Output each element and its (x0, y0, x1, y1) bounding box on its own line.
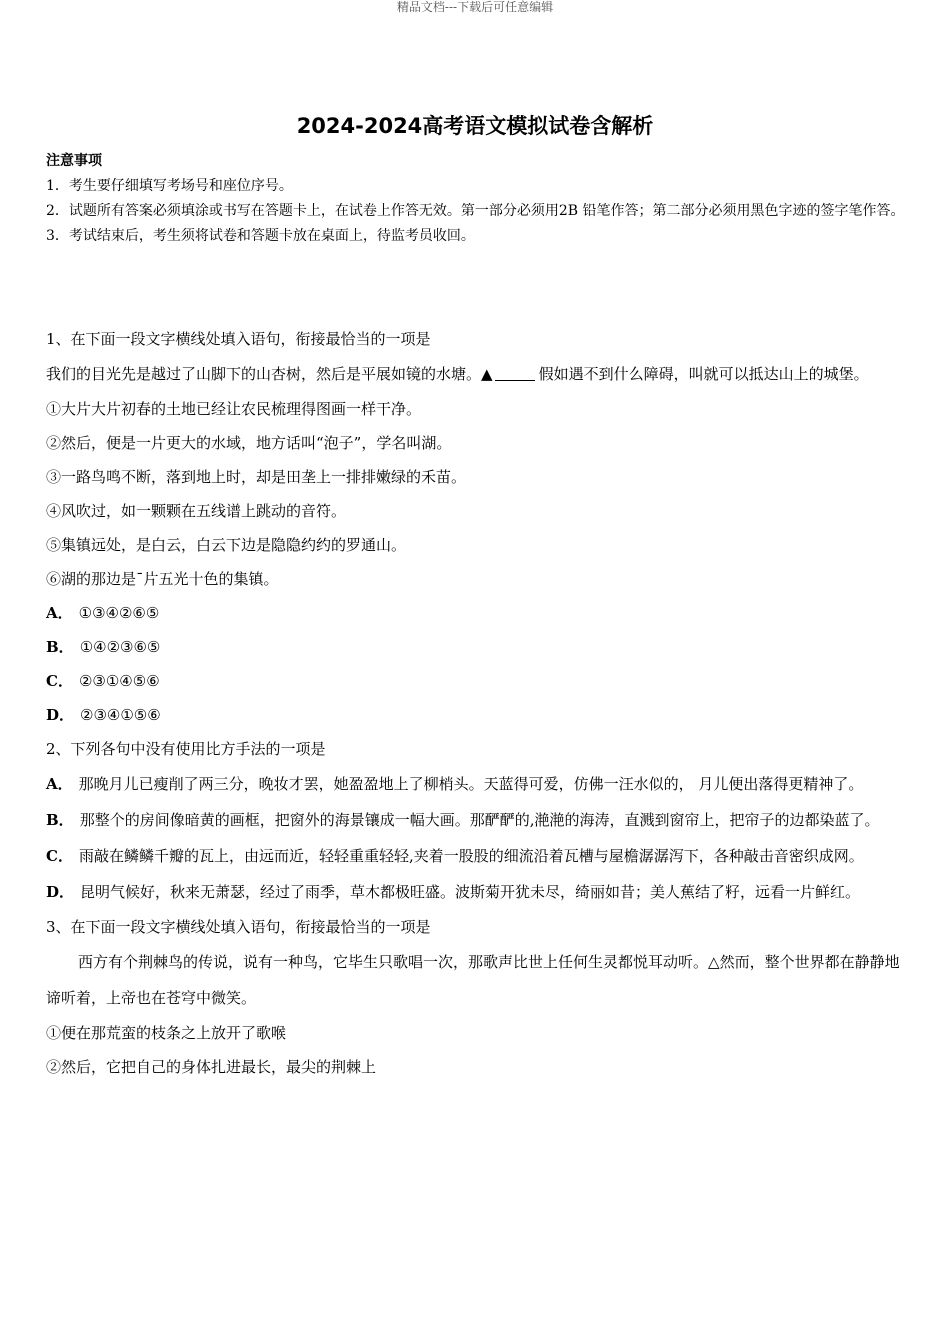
page-title: 2024-2024高考语文模拟试卷含解析 (296, 114, 654, 138)
passage-text: 我们的目光先是越过了山脚下的山杏树，然后是平展如镜的水塘。 (46, 365, 482, 383)
question-2-option-a (46, 766, 906, 802)
questions (46, 322, 906, 1084)
option-text: ①④②③⑥⑤ (79, 638, 161, 656)
option-label: D． (46, 883, 75, 901)
blank-marker: △ (708, 953, 720, 971)
question-1-sentence: ③一路鸟鸣不断，落到地上时，却是田垄上一排排嫩绿的禾苗。 (46, 468, 467, 486)
question-1-sentence: ⑤集镇远处，是白云，白云下边是隐隐约约的罗通山。 (46, 536, 407, 554)
option-label: B． (46, 638, 74, 656)
option-label: D． (46, 706, 75, 724)
question-1-sentence: ⑥湖的那边是¯片五光十色的集镇。 (46, 570, 279, 588)
option-text: 雨敲在鳞鳞千瓣的瓦上，由远而近，轻轻重重轻轻,夹着一股股的细流沿着瓦槽与屋檐潺潺泻下，各种敲击音密织成网。 (78, 847, 864, 865)
notice-title: 注意事项 (46, 153, 102, 169)
notice-item: 1．考生要仔细填写考场号和座位序号。 (46, 178, 293, 194)
page-header: 精品文档---下载后可任意编辑 (396, 0, 554, 14)
notice-item: 2．试题所有答案必须填涂或书写在答题卡上，在试卷上作答无效。第一部分必须用2B 铅笔作答；第二部分必须用黑色字迹的签字笔作答。 (46, 203, 905, 219)
question-1-option-d (46, 698, 906, 732)
question-1-option-b (46, 630, 906, 664)
question-2-option-c (46, 838, 906, 874)
fill-in-blank (495, 364, 535, 381)
blank-marker: ▲ (481, 365, 493, 383)
question-1-passage (46, 356, 906, 392)
question-2-option-d (46, 874, 906, 910)
option-label: C． (46, 847, 73, 865)
question-1-option-c (46, 664, 906, 698)
option-label: A． (46, 775, 73, 793)
question-1-stem: 1、在下面一段文字横线处填入语句，衔接最恰当的一项是 (46, 330, 431, 348)
passage-text: 然而，整个世界都在静静地谛听着，上帝也在苍穹中微笑。 (46, 953, 900, 1007)
option-text: 那晚月儿已瘦削了两三分，晚妆才罢，她盈盈地上了柳梢头。天蓝得可爱，仿佛一汪水似的， 月儿便出落得更精神了。 (78, 775, 864, 793)
question-2-stem: 2、下列各句中没有使用比方手法的一项是 (46, 740, 326, 758)
option-text: ②③①④⑤⑥ (78, 672, 160, 690)
option-text: 那整个的房间像暗黄的画框，把窗外的海景镶成一幅大画。那酽酽的,滟滟的海涛，直溅到窗帘上，把帘子的边都染蓝了。 (79, 811, 880, 829)
option-label: C． (46, 672, 73, 690)
passage-text: 西方有个荆棘鸟的传说，说有一种鸟，它毕生只歌唱一次，那歌声比世上任何生灵都悦耳动听。 (78, 953, 709, 971)
question-1-sentence: ①大片大片初春的土地已经让农民梳理得图画一样干净。 (46, 400, 422, 418)
question-1-sentence: ②然后，便是一片更大的水域，地方话叫“泡子”，学名叫湖。 (46, 434, 452, 452)
notice-section (46, 149, 906, 249)
question-3-sentence: ②然后，它把自己的身体扎进最长，最尖的荆棘上 (46, 1058, 377, 1076)
question-1-sentence: ④风吹过，如一颗颗在五线谱上跳动的音符。 (46, 502, 347, 520)
option-text: ②③④①⑤⑥ (80, 706, 161, 724)
question-3-passage (46, 944, 906, 1016)
option-label: B． (46, 811, 74, 829)
question-3-sentence: ①便在那荒蛮的枝条之上放开了歌喉 (46, 1024, 287, 1042)
notice-item: 3．考试结束后，考生须将试卷和答题卡放在桌面上，待监考员收回。 (46, 228, 475, 244)
question-1-option-a (46, 596, 906, 630)
question-3-stem: 3、在下面一段文字横线处填入语句，衔接最恰当的一项是 (46, 918, 431, 936)
option-text: ①③④②⑥⑤ (78, 604, 160, 622)
option-text: 昆明气候好，秋来无萧瑟，经过了雨季，草木都极旺盛。波斯菊开犹未尽，绮丽如昔；美人蕉结了籽，远看一片鲜红。 (80, 883, 861, 901)
passage-text: 假如遇不到什么障碍，叫就可以抵达山上的城堡。 (538, 365, 869, 383)
question-2-option-b (46, 802, 906, 838)
option-label: A． (46, 604, 73, 622)
